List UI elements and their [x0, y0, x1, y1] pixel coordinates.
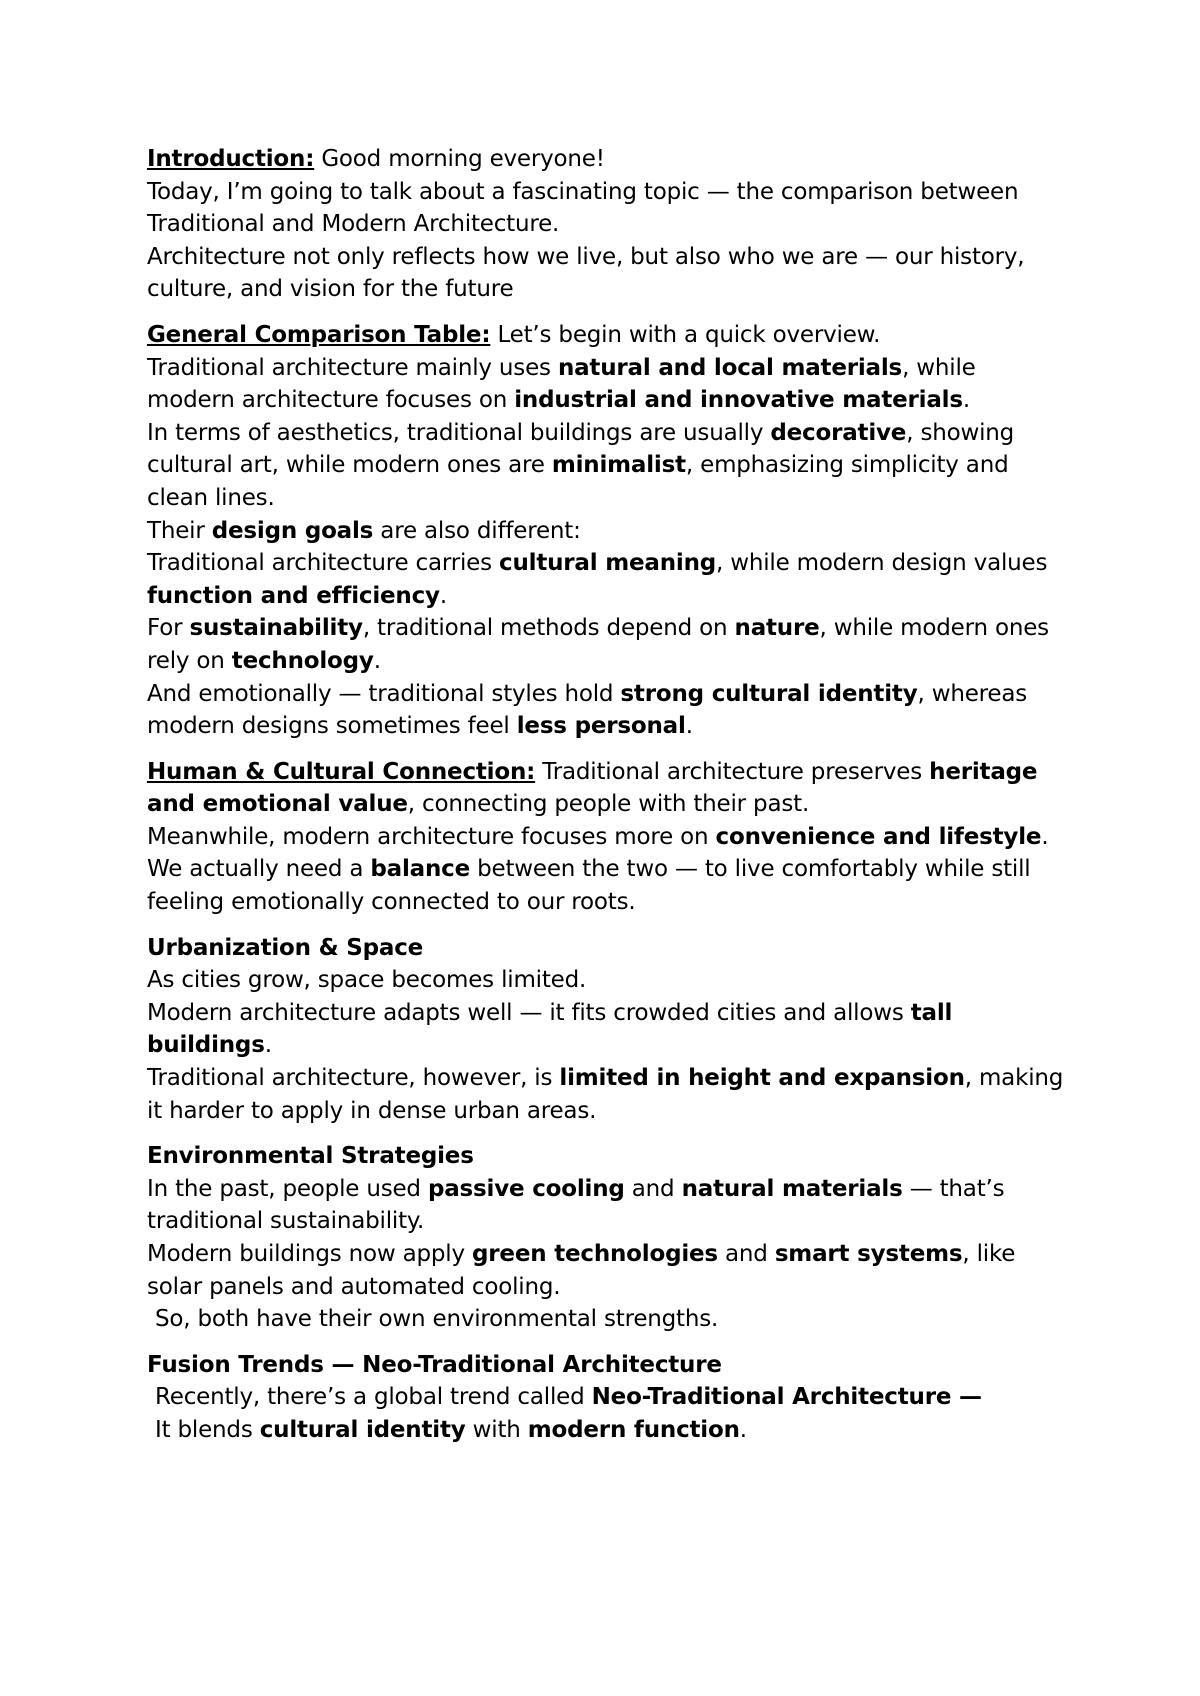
bold-run: decorative [770, 419, 907, 446]
section-comparison [147, 319, 1067, 743]
text-run: and [624, 1175, 682, 1202]
bold-run: tall buildings [147, 999, 953, 1059]
section-environmental [147, 1140, 1067, 1336]
paragraph [147, 515, 1067, 548]
section-heading: General Comparison Table: [147, 321, 491, 348]
bold-run: cultural meaning [499, 550, 717, 577]
text-run: Traditional architecture, however, is [147, 1065, 560, 1092]
paragraph: So, both have their own environmental strengths. [155, 1306, 719, 1333]
text-run: Traditional architecture preserves [535, 758, 930, 785]
bold-run: green technologies [472, 1241, 718, 1267]
text-run: , while modern design values [716, 550, 1048, 577]
text-run: , showing cultural art, while modern ones are [147, 419, 1015, 479]
paragraph [147, 756, 1067, 821]
paragraph [147, 1062, 1067, 1127]
section-introduction [147, 143, 1067, 306]
bold-run: balance [370, 856, 470, 883]
bold-run: less personal [516, 713, 686, 740]
text-run: Traditional architecture mainly uses [147, 354, 558, 381]
paragraph: As cities grow, space becomes limited. [147, 967, 587, 994]
paragraph: Architecture not only reflects how we live, but also who we are — our history, culture, and vision for the future [147, 243, 1025, 303]
paragraph [147, 853, 1067, 918]
bold-run: natural and local materials [557, 354, 903, 381]
text-run: and [717, 1241, 775, 1267]
text-run: . [373, 647, 381, 674]
text-run: , emphasizing simplicity and clean lines. [147, 452, 1009, 511]
section-heading: Introduction: [147, 146, 315, 172]
text-run: We actually need a [147, 856, 371, 883]
paragraph [147, 997, 1067, 1062]
paragraph [147, 1173, 1067, 1238]
text-run: . [1041, 823, 1049, 850]
paragraph [147, 547, 1067, 612]
document-page [147, 143, 1067, 1460]
text-run: . [264, 1032, 272, 1059]
text-run: with [465, 1416, 528, 1443]
bold-run: strong cultural identity [620, 680, 918, 707]
bold-run: technology [231, 647, 374, 674]
section-heading: Environmental Strategies [147, 1143, 474, 1170]
text-run: In terms of aesthetics, traditional buildings are usually [147, 419, 771, 446]
paragraph [147, 1238, 1067, 1303]
bold-run: industrial and innovative materials [514, 387, 963, 414]
bold-run: cultural identity [259, 1416, 466, 1443]
text-run: Traditional architecture carries [147, 550, 500, 577]
comparison-lead-line [147, 319, 1067, 352]
text-run: Modern buildings now apply [147, 1241, 473, 1267]
text-run: It blends [155, 1416, 260, 1443]
intro-line [147, 143, 1067, 176]
text-run: Modern architecture adapts well — it fits crowded cities and allows [147, 999, 911, 1026]
paragraph [147, 678, 1067, 743]
comparison-lead: Let’s begin with a quick overview. [490, 321, 881, 348]
intro-greeting: Good morning everyone! [314, 146, 605, 172]
paragraph [147, 821, 1067, 854]
section-heading: Fusion Trends — Neo-Traditional Architecture [147, 1351, 722, 1378]
text-run: In the past, people used [147, 1175, 428, 1202]
section-fusion [147, 1349, 1067, 1447]
bold-run: nature [734, 615, 820, 642]
text-run: , making it harder to apply in dense urban areas. [147, 1065, 1064, 1124]
bold-run: minimalist [551, 452, 686, 479]
bold-run: limited in height and expansion [559, 1065, 965, 1092]
section-human-cultural [147, 756, 1067, 919]
text-run: , like solar panels and automated cooling. [147, 1241, 1016, 1300]
text-run: And emotionally — traditional styles hold [147, 680, 621, 707]
text-run: — that’s traditional sustainability. [147, 1175, 1005, 1235]
text-run: . [739, 1416, 747, 1443]
text-run: , traditional methods depend on [362, 615, 735, 642]
paragraph [147, 612, 1067, 677]
bold-run: natural materials [681, 1175, 903, 1202]
text-run: Meanwhile, modern architecture focuses more on [147, 823, 716, 850]
text-run: between the two — to live comfortably while still feeling emotionally connected to our roots. [147, 856, 1031, 916]
bold-run: function and efficiency [147, 582, 440, 609]
bold-run: sustainability [189, 615, 363, 642]
bold-run: convenience and lifestyle [715, 823, 1042, 850]
text-run: . [439, 582, 447, 609]
text-run: , connecting people with their past. [407, 791, 810, 818]
paragraph [147, 1381, 1067, 1414]
text-run: For [147, 615, 190, 642]
text-run: , while modern architecture focuses on [147, 354, 976, 414]
bold-run: passive cooling [427, 1175, 625, 1202]
bold-run: Neo-Traditional Architecture — [591, 1384, 982, 1411]
bold-run: heritage and emotional value [147, 758, 1038, 818]
paragraph: Today, I’m going to talk about a fascinating topic — the comparison between Traditional and Modern Architecture. [147, 178, 1019, 238]
section-urbanization [147, 932, 1067, 1128]
text-run: . [962, 387, 970, 414]
bold-run: smart systems [774, 1241, 963, 1267]
text-run: , while modern ones rely on [147, 615, 1049, 674]
paragraph [147, 1414, 1067, 1447]
paragraph [147, 352, 1067, 417]
paragraph [147, 417, 1067, 515]
text-run: , whereas modern designs sometimes feel [147, 680, 1028, 740]
text-run: are also different: [373, 517, 581, 544]
text-run: Their [147, 517, 212, 544]
bold-run: design goals [211, 517, 374, 544]
bold-run: modern function [527, 1416, 740, 1443]
section-heading: Urbanization & Space [147, 934, 424, 961]
text-run: Recently, there’s a global trend called [155, 1384, 592, 1411]
section-heading: Human & Cultural Connection: [147, 758, 536, 785]
text-run: . [685, 713, 693, 740]
